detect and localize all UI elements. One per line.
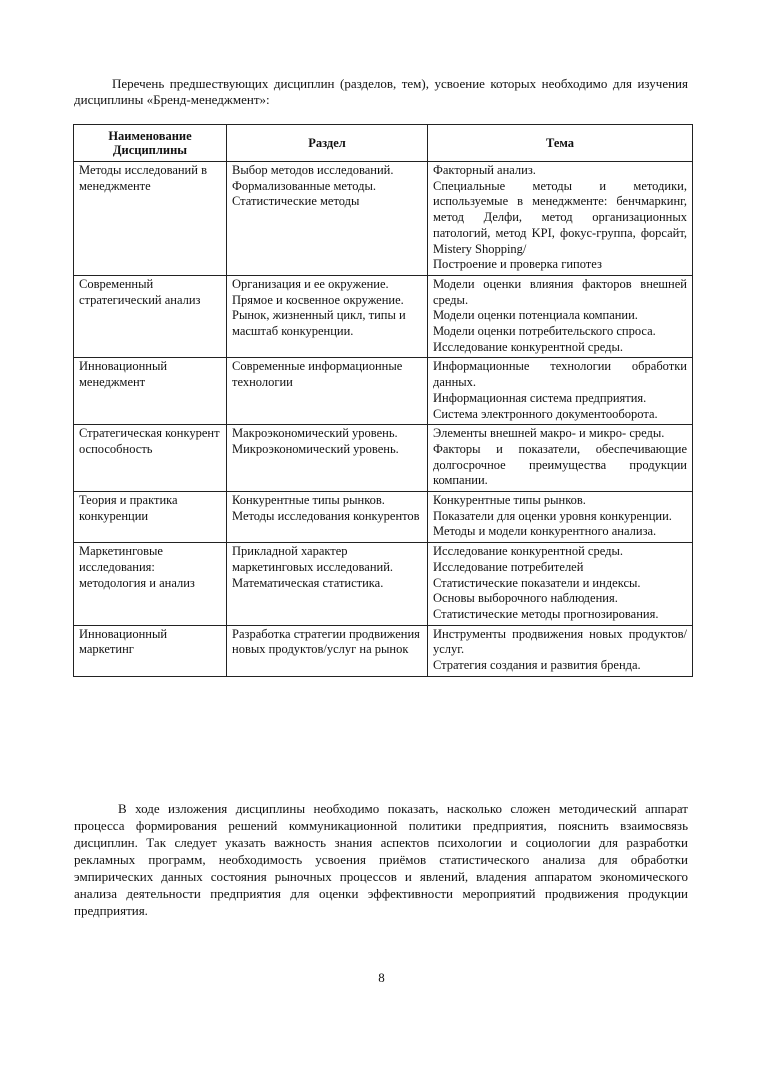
- cell-topic: [428, 543, 693, 626]
- section-line: Статистические методы: [232, 194, 360, 209]
- topic-line: Показатели для оценки уровня конкуренции.: [433, 508, 672, 523]
- cell-discipline: Современный стратегический анализ: [74, 275, 227, 358]
- disciplines-table: [73, 124, 693, 677]
- topic-line: Исследование конкурентной среды.: [433, 339, 623, 354]
- cell-topic: [428, 162, 693, 276]
- topic-line: Статистические показатели и индексы.: [433, 575, 641, 590]
- cell-section: [227, 358, 428, 425]
- outro-paragraph: В ходе изложения дисциплины необходимо показать, насколько сложен методический аппарат процесса формирования решений коммуникационной политики предприятия, пояснить взаимосвязь дисциплин. Так следует указать важность знания аспектов психологии и социологии для разработки рекламных программ, необходимость усвоения приёмов статистического анализа для обработки эмпирических данных состояния рыночных процессов и явлений, владения аппаратом экономического анализа деятельности предприятия для оценки эффективности мероприятий продвижения продукции предприятия.: [74, 801, 688, 918]
- topic-line: Факторный анализ.: [433, 163, 536, 177]
- section-line: Конкурентные типы рынков.: [232, 493, 385, 508]
- cell-discipline: Маркетинговые исследования: методология и анализ: [74, 543, 227, 626]
- cell-discipline: Теория и практика конкуренции: [74, 492, 227, 543]
- topic-line: Основы выборочного наблюдения.: [433, 591, 618, 606]
- cell-topic: [428, 275, 693, 358]
- header-section: Раздел: [227, 125, 428, 162]
- table-row: [74, 425, 693, 492]
- table-row: [74, 543, 693, 626]
- topic-line: Информационные технологии обработки данных.: [433, 359, 687, 390]
- table-row: [74, 492, 693, 543]
- table-header-row: [74, 125, 693, 162]
- topic-line: Инструменты продвижения новых продуктов/услуг.: [433, 626, 687, 657]
- topic-line: Статистические методы прогнозирования.: [433, 606, 659, 621]
- cell-section: [227, 425, 428, 492]
- table-row: [74, 162, 693, 276]
- cell-discipline: Инновационный менеджмент: [74, 358, 227, 425]
- topic-line: Построение и проверка гипотез: [433, 257, 602, 272]
- section-line: Математическая статистика.: [232, 575, 384, 590]
- topic-line: Модели оценки влияния факторов внешней среды.: [433, 276, 687, 307]
- topic-line: Факторы и показатели, обеспечивающие долгосрочное преимущества продукции компании.: [433, 441, 687, 488]
- cell-section: [227, 625, 428, 676]
- intro-paragraph: Перечень предшествующих дисциплин (разделов, тем), усвоение которых необходимо для изучения дисциплины «Бренд-менеджмент»:: [74, 76, 688, 107]
- section-line: Формализованные методы.: [232, 178, 376, 193]
- section-line: Выбор методов исследований.: [232, 163, 394, 177]
- cell-section: [227, 162, 428, 276]
- section-line: Современные информационные технологии: [232, 359, 403, 390]
- cell-topic: [428, 425, 693, 492]
- section-line: Макроэкономический уровень.: [232, 426, 398, 441]
- topic-line: Методы и модели конкурентного анализа.: [433, 524, 657, 539]
- cell-section: [227, 275, 428, 358]
- topic-line: Стратегия создания и развития бренда.: [433, 658, 641, 673]
- topic-line: Исследование конкурентной среды.: [433, 544, 623, 559]
- section-line: Прямое и косвенное окружение.: [232, 292, 404, 307]
- table-row: [74, 625, 693, 676]
- section-line: Организация и ее окружение.: [232, 276, 389, 291]
- page-number: 8: [378, 970, 385, 985]
- cell-topic: [428, 358, 693, 425]
- topic-line: Конкурентные типы рынков.: [433, 493, 586, 508]
- topic-line: Модели оценки потенциала компании.: [433, 308, 638, 323]
- topic-line: Информационная система предприятия.: [433, 390, 647, 405]
- cell-section: [227, 492, 428, 543]
- section-line: Разработка стратегии продвижения новых продуктов/услуг на рынок: [232, 626, 420, 657]
- cell-section: [227, 543, 428, 626]
- cell-discipline: Инновационный маркетинг: [74, 625, 227, 676]
- topic-line: Специальные методы и методики, используемые в менеджменте: бенчмаркинг, метод Делфи, метод организационных патологий, метод KPI, фокус-группа, форсайт, Mistery Shopping/: [433, 178, 687, 256]
- section-line: Микроэкономический уровень.: [232, 441, 399, 456]
- topic-line: Исследование потребителей: [433, 559, 584, 574]
- cell-topic: [428, 625, 693, 676]
- cell-discipline: Стратегическая конкурентоспособность: [74, 425, 227, 492]
- header-topic: Тема: [428, 125, 693, 162]
- section-line: Методы исследования конкурентов: [232, 508, 420, 523]
- table-row: [74, 358, 693, 425]
- topic-line: Модели оценки потребительского спроса.: [433, 324, 656, 339]
- table-row: [74, 275, 693, 358]
- topic-line: Элементы внешней макро- и микро- среды.: [433, 426, 665, 441]
- section-line: Рынок, жизненный цикл, типы и масштаб конкуренции.: [232, 308, 406, 339]
- section-line: Прикладной характер маркетинговых исследований.: [232, 544, 394, 574]
- cell-discipline: Методы исследований в менеджменте: [74, 162, 227, 276]
- header-discipline: Наименование Дисциплины: [74, 125, 227, 162]
- cell-topic: [428, 492, 693, 543]
- topic-line: Система электронного документооборота.: [433, 406, 658, 421]
